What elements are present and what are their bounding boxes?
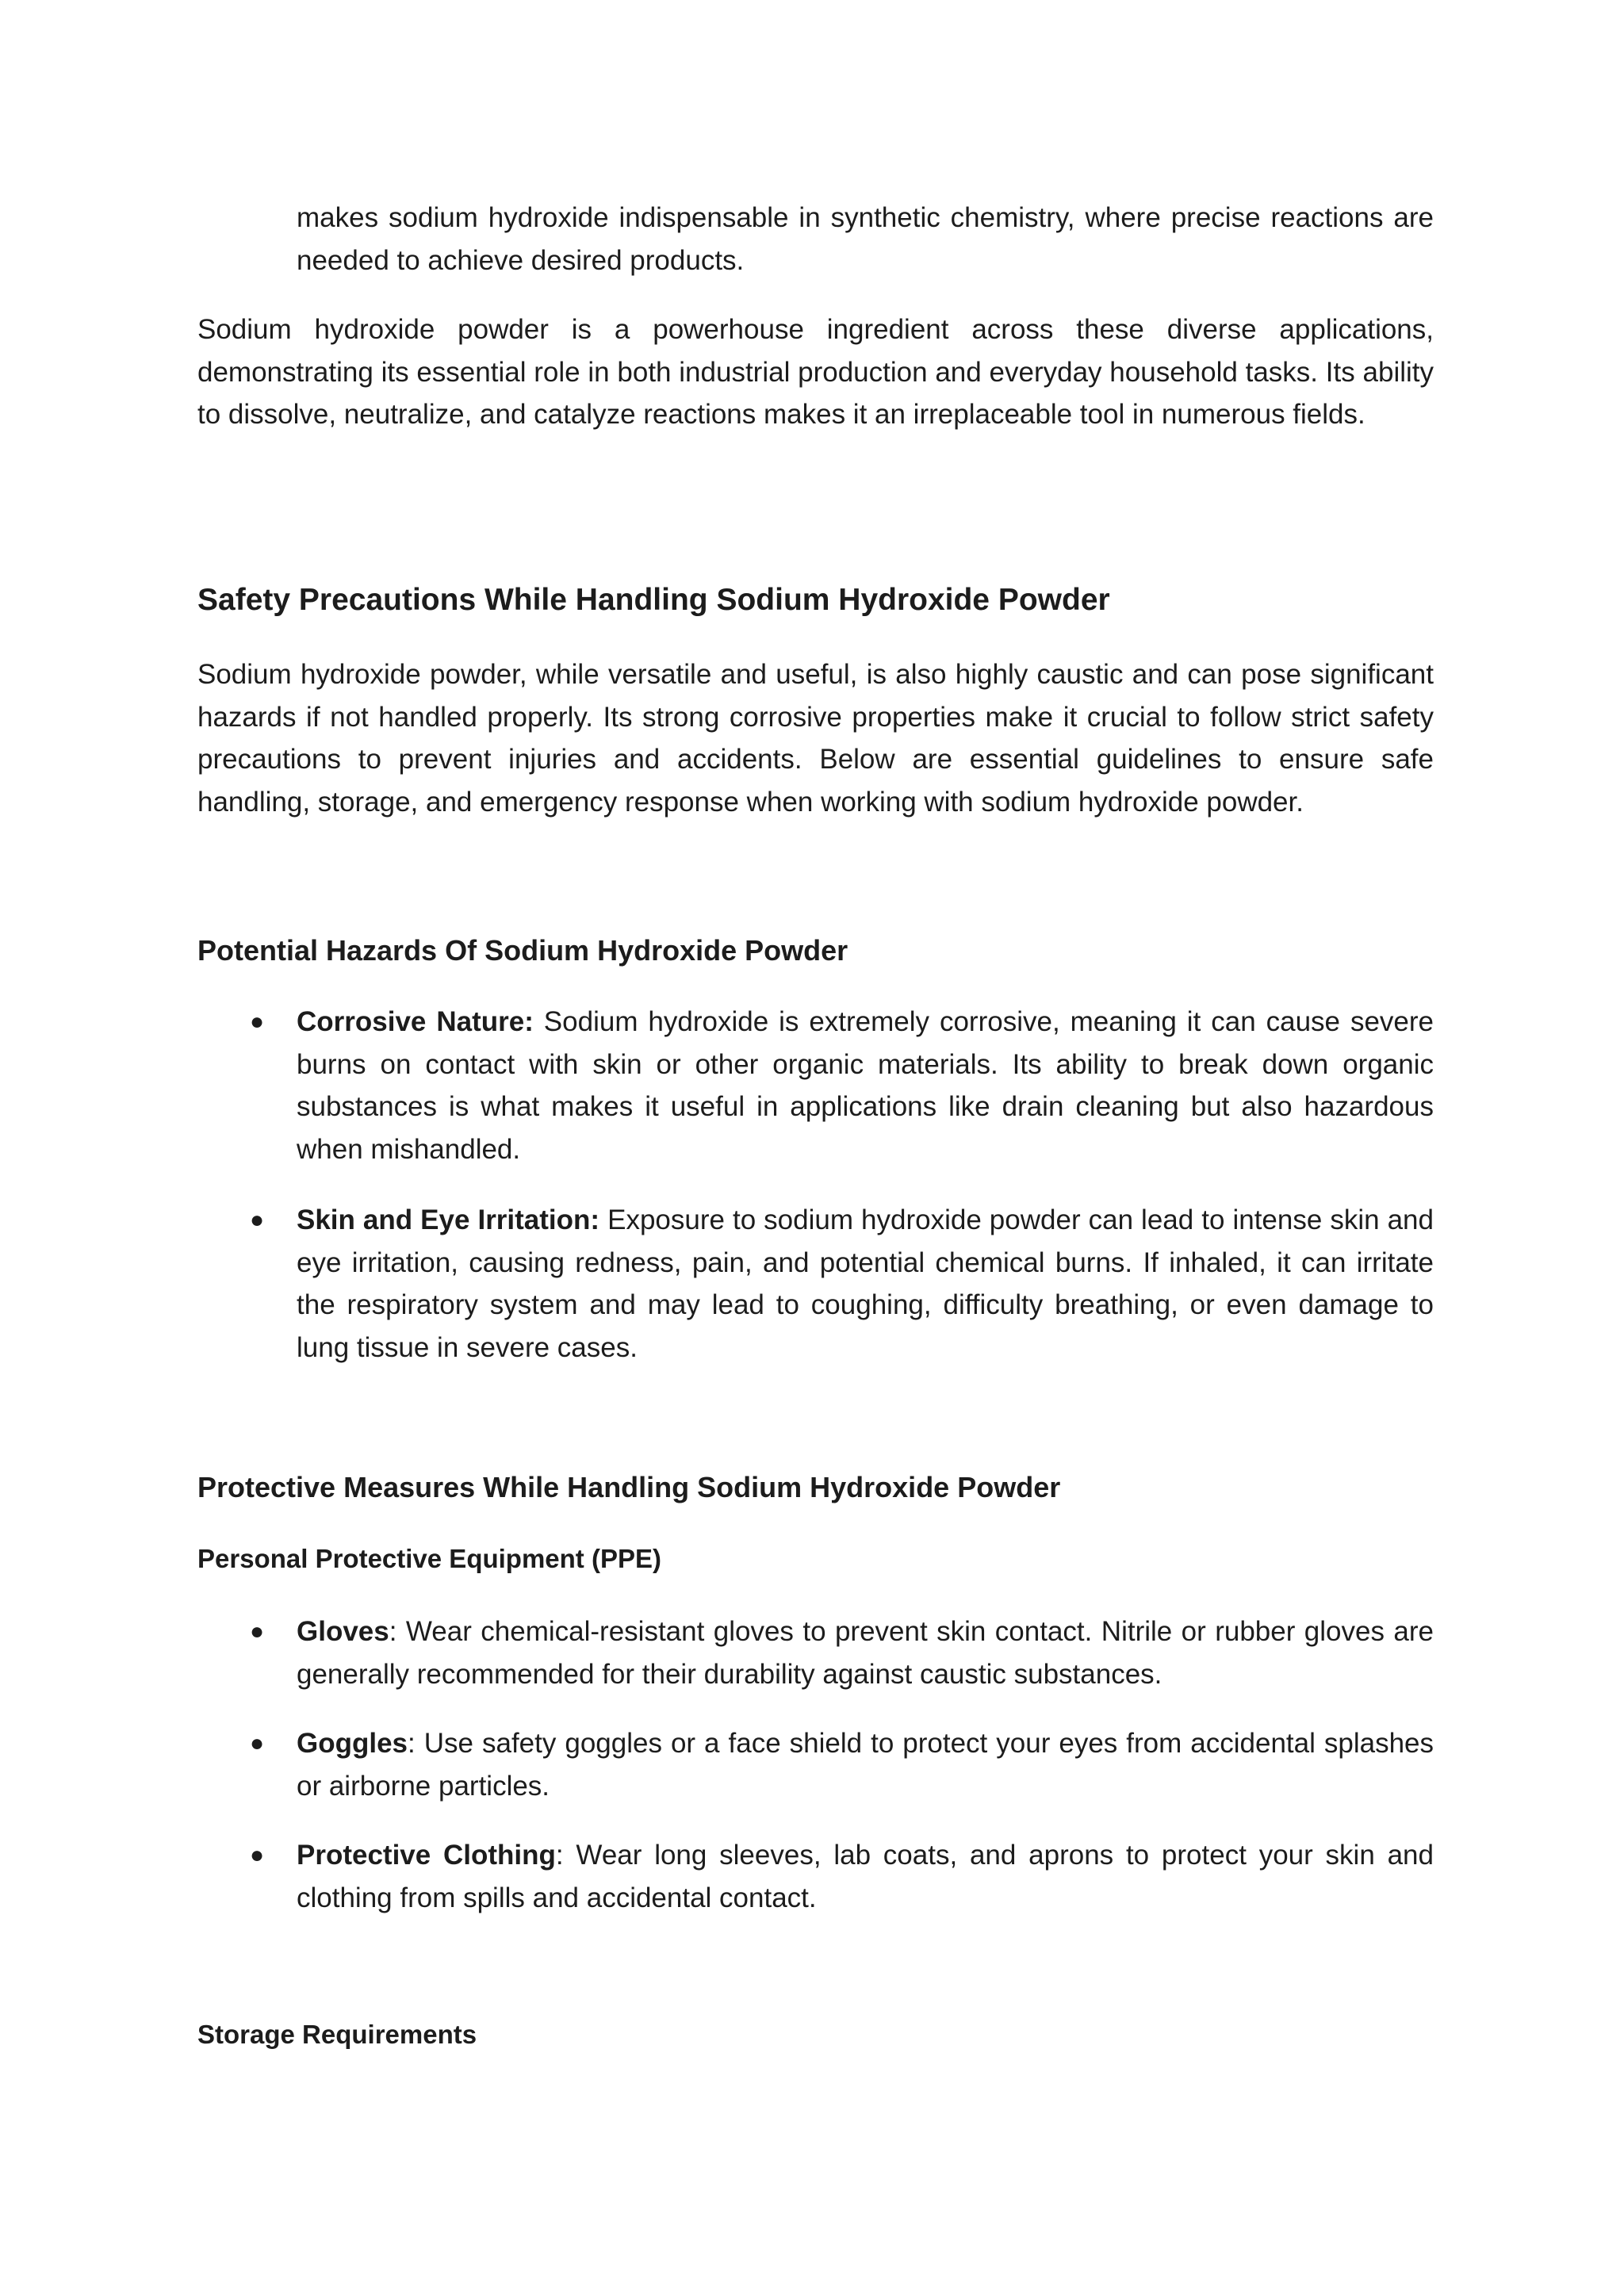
ppe-description: : Use safety goggles or a face shield to protect your eyes from accidental splashes or airborne particles. (297, 1728, 1434, 1802)
ppe-description: : Wear chemical-resistant gloves to prevent skin contact. Nitrile or rubber gloves are generally recommended for their durability against caustic substances. (297, 1616, 1434, 1690)
hazard-description: Exposure to sodium hydroxide powder can lead to intense skin and eye irritation, causing redness, pain, and potential chemical burns. If inhaled, it can irritate the respiratory system and may lead to coughing, difficulty breathing, or even damage to lung tissue in severe cases. (297, 1204, 1434, 1363)
potential-hazards-heading: Potential Hazards Of Sodium Hydroxide Powder (197, 934, 848, 967)
bullet-icon: ● (249, 1207, 265, 1233)
protective-measures-heading: Protective Measures While Handling Sodium Hydroxide Powder (197, 1471, 1061, 1503)
ppe-item-protective-clothing (297, 1834, 1434, 1919)
safety-intro-paragraph: Sodium hydroxide powder, while versatile and useful, is also highly caustic and can pose significant hazards if not handled properly. Its strong corrosive properties make it crucial to follow strict safety precautions to prevent injuries and accidents. Below are essential guidelines to ensure safe handling, storage, and emergency response when working with sodium hydroxide powder. (197, 659, 1434, 818)
hazard-item-skin-eye-irritation (297, 1199, 1434, 1369)
intro-summary-paragraph: Sodium hydroxide powder is a powerhouse ingredient across these diverse applications, demonstrating its essential role in both industrial production and everyday household tasks. Its ability to dissolve, neutralize, and catalyze reactions makes it an irreplaceable tool in numerous fields. (197, 314, 1434, 430)
hazard-item-corrosive-nature (297, 1001, 1434, 1170)
ppe-term: Goggles (297, 1728, 408, 1759)
bullet-icon: ● (249, 1618, 265, 1645)
hazard-term: Skin and Eye Irritation: (297, 1204, 600, 1235)
ppe-subheading: Personal Protective Equipment (PPE) (197, 1544, 661, 1573)
ppe-term: Protective Clothing (297, 1840, 556, 1871)
ppe-item-goggles (297, 1722, 1434, 1807)
ppe-description: : Wear long sleeves, lab coats, and aprons to protect your skin and clothing from spills and accidental contact. (297, 1840, 1434, 1913)
storage-requirements-subheading: Storage Requirements (197, 2020, 477, 2049)
hazard-term: Corrosive Nature: (297, 1006, 534, 1037)
ppe-term: Gloves (297, 1616, 389, 1647)
intro-continuation-paragraph: makes sodium hydroxide indispensable in synthetic chemistry, where precise reactions are needed to achieve desired products. (297, 202, 1434, 276)
hazard-description: Sodium hydroxide is extremely corrosive, meaning it can cause severe burns on contact with skin or other organic materials. Its ability to break down organic substances is what makes it useful in applications like drain cleaning but also hazardous when mishandled. (297, 1006, 1434, 1165)
bullet-icon: ● (249, 1009, 265, 1035)
bullet-icon: ● (249, 1730, 265, 1756)
ppe-item-gloves (297, 1610, 1434, 1695)
bullet-icon: ● (249, 1842, 265, 1868)
safety-precautions-heading: Safety Precautions While Handling Sodium Hydroxide Powder (197, 583, 1110, 617)
